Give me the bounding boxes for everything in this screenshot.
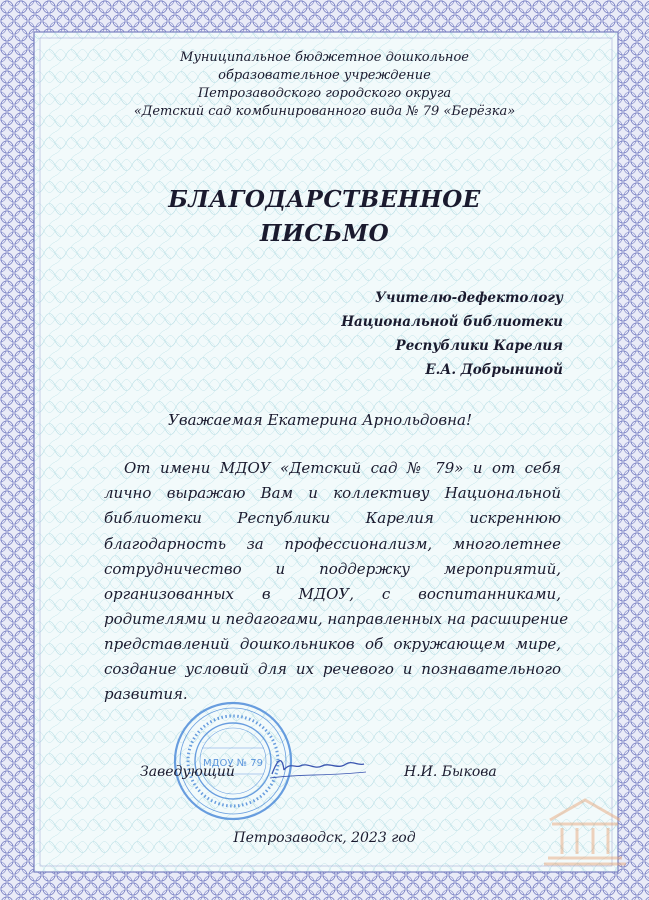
body-line-3: библиотеки Республики Карелия искреннюю <box>104 509 561 527</box>
institution-line-1: Муниципальное бюджетное дошкольное <box>180 50 469 65</box>
addressee-line-3: Республики Карелия <box>395 338 563 354</box>
city-and-year: Петрозаводск, 2023 год <box>233 830 416 846</box>
body-line-8: представлений дошкольников об окружающем мире, <box>104 635 561 653</box>
addressee-line-4: Е.А. Добрыниной <box>425 362 563 378</box>
handwritten-signature <box>268 752 368 782</box>
body-line-1: От имени МДОУ «Детский сад № 79» и от себя <box>124 459 561 477</box>
body-line-10: развития. <box>104 685 188 703</box>
body-line-4: благодарность за профессионализм, многолетнее <box>104 535 561 553</box>
institution-line-2: образовательное учреждение <box>218 68 431 83</box>
institution-line-3: Петрозаводского городского округа <box>197 86 452 101</box>
body-line-5: сотрудничество и поддержку мероприятий, <box>104 560 561 578</box>
signatory-position: Заведующий <box>140 764 235 780</box>
body-line-2: лично выражаю Вам и коллективу Национальной <box>104 484 561 502</box>
addressee-line-2: Национальной библиотеки <box>341 314 563 330</box>
body-line-6: организованных в МДОУ, с воспитанниками, <box>104 585 561 603</box>
signatory-name: Н.И. Быкова <box>404 764 497 780</box>
addressee-line-1: Учителю-дефектологу <box>374 290 563 306</box>
greeting: Уважаемая Екатерина Арнольдовна! <box>168 411 472 429</box>
document-title-line-2: ПИСЬМО <box>259 220 390 247</box>
document-title-line-1: БЛАГОДАРСТВЕННОЕ <box>168 186 481 213</box>
institution-line-4: «Детский сад комбинированного вида № 79 «Берёзка» <box>133 104 516 119</box>
body-line-7: родителями и педагогами, направленных на расширение <box>104 610 569 628</box>
body-line-9: создание условий для их речевого и познавательного <box>104 660 561 678</box>
stamp-label: МДОУ № 79 <box>203 758 263 769</box>
library-watermark-icon <box>540 790 630 870</box>
